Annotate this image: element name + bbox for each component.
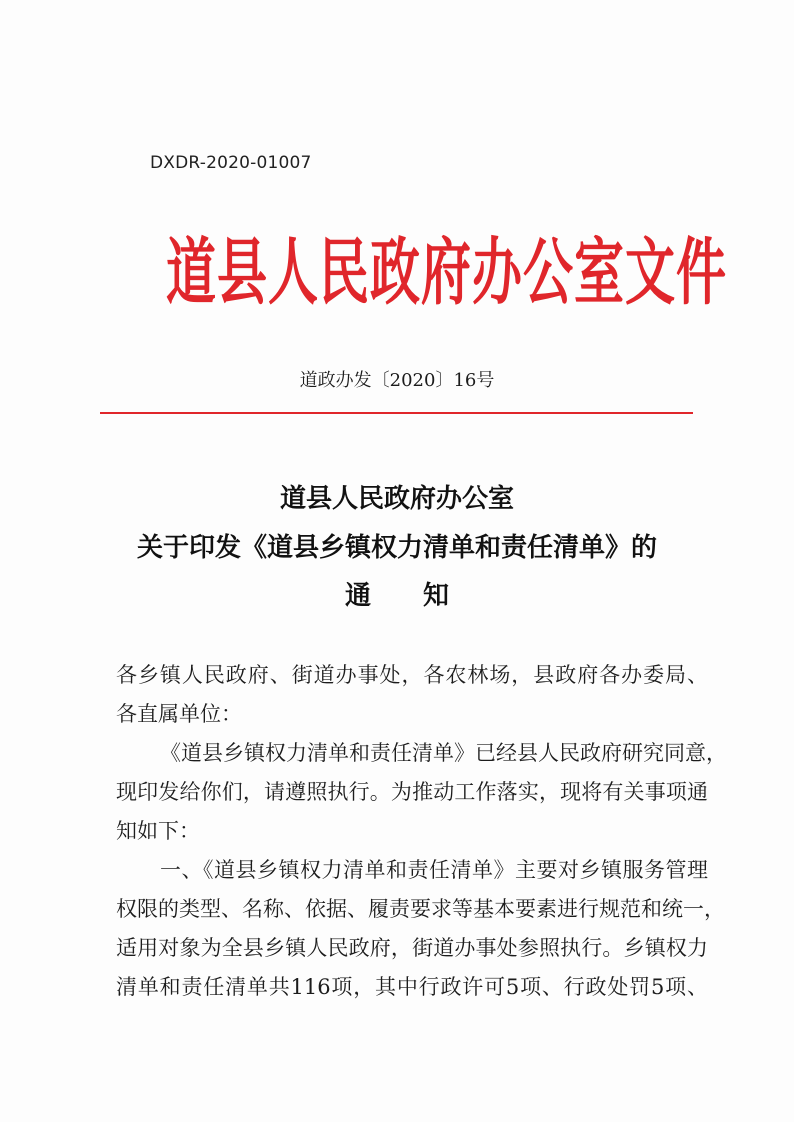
notice-title-line1: 道县人民政府办公室	[279, 484, 514, 514]
body-line: 权限的类型、名称、依据、履责要求等基本要素进行规范和统一，	[116, 897, 725, 921]
red-header-title: 道县人民政府办公室文件	[166, 229, 727, 315]
document-number: 道政办发〔2020〕16号	[299, 370, 495, 391]
body-line: 各乡镇人民政府、街道办事处，各农林场，县政府各办委局、	[116, 663, 708, 687]
notice-title-line3: 通 知	[344, 581, 449, 611]
red-divider	[100, 412, 693, 414]
body-line: 《道县乡镇权力清单和责任清单》已经县人民政府研究同意，	[160, 741, 727, 765]
body-line: 现印发给你们，请遵照执行。为推动工作落实，现将有关事项通	[116, 780, 708, 804]
body-line: 知如下：	[116, 819, 200, 843]
notice-title-line2: 关于印发《道县乡镇权力清单和责任清单》的	[136, 533, 657, 563]
body-line: 一、《道县乡镇权力清单和责任清单》主要对乡镇服务管理	[160, 858, 708, 882]
body-line: 各直属单位：	[116, 702, 242, 726]
body-line: 清单和责任清单共116项，其中行政许可5项、行政处罚5项、	[116, 975, 708, 999]
document-id: DXDR-2020-01007	[150, 153, 312, 173]
body-line: 适用对象为全县乡镇人民政府，街道办事处参照执行。乡镇权力	[116, 936, 708, 960]
document-body	[116, 656, 727, 1007]
